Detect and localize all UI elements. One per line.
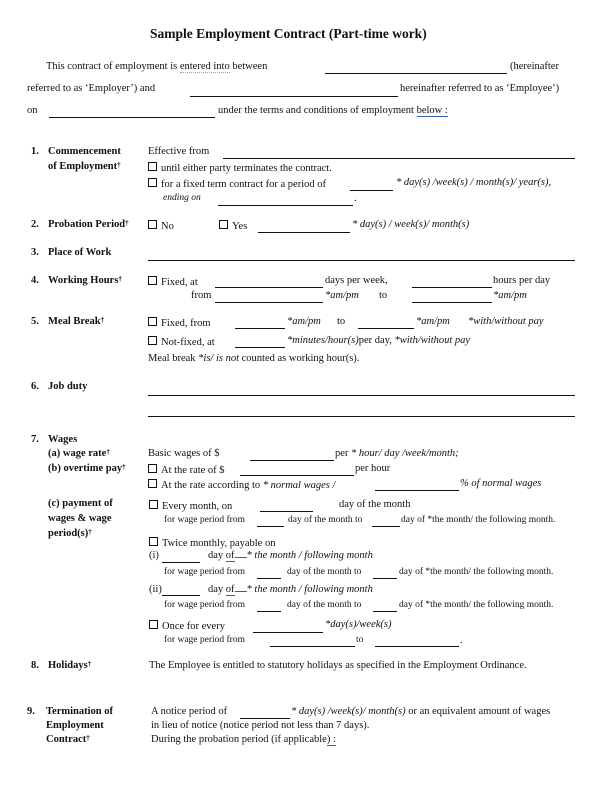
wage-period-end-label: day of *the month/ the following month. [399,600,554,610]
in-lieu-text: in lieu of notice (notice period not less than 7 days). [151,720,370,731]
section-9-label: Termination of [46,706,113,717]
notice-period-label: A notice period of [151,706,228,717]
wage-period-to-field[interactable] [372,526,400,527]
twice-monthly-option[interactable]: Twice monthly, payable on [149,537,275,550]
day-of-month-label: day of the month [339,499,411,510]
ampm-label: *am/pm [493,290,527,301]
section-1-number: 1. [31,146,39,157]
meal-start-field[interactable] [235,328,285,329]
ending-on-field[interactable] [218,205,353,206]
checkbox[interactable] [148,479,157,488]
wage-period-end-label: day of *the month/ the following month. [401,515,556,525]
to-label: to [337,316,346,327]
wage-period-from-field[interactable] [257,526,284,527]
probation-units: * day(s) / week(s)/ month(s) [352,219,470,230]
checkbox[interactable] [148,464,157,473]
section-9-number: 9. [27,706,35,717]
wage-period-from-label: for wage period from [164,600,245,610]
payment-of-wages-label-3: period(s)† [48,528,92,539]
wage-period-from-label: for wage period from [164,515,245,525]
employer-name-field[interactable] [325,73,507,74]
day-of-month-to-label: day of the month to [287,567,362,577]
probation-period-field[interactable] [258,232,350,233]
wage-period-from-label: for wage period from [164,567,245,577]
first-payment-day-field[interactable] [162,562,200,563]
to-label: to [356,635,364,645]
once-for-every-field[interactable] [253,632,323,633]
overtime-rate-field[interactable] [240,475,354,476]
overtime-percent-field[interactable] [375,490,459,491]
probation-period-text: During the probation period (if applicable) : [151,734,336,745]
intro-on: on [27,105,38,116]
first-payment-label: (i) [149,550,159,561]
meal-end-field[interactable] [358,328,414,329]
section-9-label-2: Employment [46,720,104,731]
meal-not-fixed-option[interactable]: Not-fixed, at [148,336,215,349]
meal-not-fixed-units: *minutes/hour(s)per day, *with/without pay [287,335,471,346]
hours-per-day-field[interactable] [412,287,492,288]
ampm-label: *am/pm [416,316,450,327]
second-payment-label: (ii) [149,584,162,595]
wage-period-from-label: for wage period from [164,635,245,645]
day-of-month-to-label: day of the month to [288,515,363,525]
ampm-label: *am/pm [287,316,321,327]
payment-of-wages-label: (c) payment of [48,498,113,509]
wage-period-to-field[interactable] [373,611,397,612]
section-8-label: Holidays† [48,660,92,671]
section-5-label: Meal Break† [48,316,105,327]
probation-no-option[interactable]: No [148,220,174,233]
job-duty-field-1[interactable] [148,395,575,396]
once-for-every-option[interactable]: Once for every [149,620,225,633]
job-duty-field-2[interactable] [148,416,575,417]
second-payment-day-of: day of * the month / following month [208,584,373,595]
checkbox[interactable] [149,500,158,509]
notice-period-field[interactable] [240,718,290,719]
wage-rate-label: (a) wage rate† [48,448,110,459]
basic-wages-field[interactable] [250,460,334,461]
checkbox[interactable] [148,220,157,229]
checkbox[interactable] [148,317,157,326]
section-1-label-2: of Employment† [48,161,121,172]
once-period-from-field[interactable] [270,646,355,647]
section-5-number: 5. [31,316,39,327]
fixed-term-option[interactable]: for a fixed term contract for a period of [148,178,326,191]
intro-line-2: referred to as ‘Employer’) and [27,83,156,94]
to-label: to [379,290,388,301]
effective-from-label: Effective from [148,146,210,157]
section-7-label: Wages [48,434,78,445]
overtime-pay-label: (b) overtime pay† [48,463,126,474]
days-per-week-field[interactable] [215,287,323,288]
intro-hereinafter: (hereinafter [510,61,559,72]
probation-yes-option[interactable]: Yes [219,220,247,233]
checkbox[interactable] [148,162,157,171]
percent-normal-wages-label: % of normal wages [460,478,542,489]
checkbox[interactable] [148,276,157,285]
intro-employee-ref: hereinafter referred to as ‘Employee’) [400,83,560,94]
section-8-number: 8. [31,660,39,671]
first-payment-day-of: day of * the month / following month [208,550,373,561]
checkbox[interactable] [149,620,158,629]
overtime-according-option[interactable]: At the rate according to * normal wages / [148,479,335,492]
intro-line-3: under the terms and conditions of employment below : [218,105,448,116]
with-without-pay-label: *with/without pay [468,316,544,327]
days-per-week-label: days per week, [325,275,388,286]
once-units-label: *day(s)/week(s) [325,619,392,630]
every-month-day-field[interactable] [260,511,313,512]
until-terminate-option[interactable]: until either party terminates the contract. [148,162,332,175]
basic-wages-label: Basic wages of $ [148,448,220,459]
checkbox[interactable] [148,178,157,187]
period-mark: . [460,635,463,646]
place-of-work-field[interactable] [148,260,575,261]
section-7-number: 7. [31,434,39,445]
holidays-text: The Employee is entitled to statutory holidays as specified in the Employment Ordinance. [149,660,527,671]
wage-period-from-field[interactable] [257,611,281,612]
ampm-label: *am/pm [325,290,359,301]
wage-period-from-field[interactable] [257,578,281,579]
section-2-number: 2. [31,219,39,230]
section-4-number: 4. [31,275,39,286]
payment-of-wages-label-2: wages & wage [48,513,112,524]
overtime-rate-option[interactable]: At the rate of $ [148,464,225,477]
meal-fixed-option[interactable]: Fixed, from [148,317,211,330]
second-payment-day-field[interactable] [162,595,200,596]
checkbox[interactable] [148,336,157,345]
work-end-time-field[interactable] [412,302,492,303]
section-3-number: 3. [31,247,39,258]
hours-per-day-label: hours per day [493,275,551,286]
notice-period-units: * day(s) /week(s)/ month(s) or an equivalent amount of wages [291,706,551,717]
checkbox[interactable] [149,537,158,546]
effective-from-field[interactable] [223,158,575,159]
ending-on-label: ending on [163,193,201,203]
every-month-option[interactable]: Every month, on [149,500,232,513]
meal-duration-field[interactable] [235,347,285,348]
section-6-number: 6. [31,381,39,392]
below-link[interactable]: below : [416,105,448,116]
section-6-label: Job duty [48,381,88,392]
dagger-mark: † [117,161,121,169]
once-period-to-field[interactable] [375,646,459,647]
fixed-term-period-field[interactable] [350,190,393,191]
intro-line-1: This contract of employment is entered into between [46,61,268,72]
employee-name-field[interactable] [190,96,398,97]
wage-period-to-field[interactable] [373,578,397,579]
checkbox[interactable] [219,220,228,229]
meal-break-note: Meal break *is/ is not counted as working hour(s). [148,353,360,364]
from-label: from [191,290,212,301]
section-4-label: Working Hours† [48,275,122,286]
fixed-term-units: * day(s) /week(s) / month(s)/ year(s), [396,177,552,188]
section-9-label-3: Contract† [46,734,90,745]
day-of-month-to-label: day of the month to [287,600,362,610]
wage-period-end-label: day of *the month/ the following month. [399,567,554,577]
contract-date-field[interactable] [49,117,215,118]
per-hour-label: per hour [355,463,391,474]
working-hours-fixed-option[interactable]: Fixed, at [148,276,198,289]
spellcheck-phrase: entered into [179,61,230,72]
document-title: Sample Employment Contract (Part-time work) [150,26,427,41]
basic-wages-units: per * hour/ day /week/month; [335,448,459,459]
section-1-label: Commencement [48,146,121,157]
section-3-label: Place of Work [48,247,112,258]
work-start-time-field[interactable] [215,302,323,303]
section-2-label: Probation Period† [48,219,129,230]
period-mark: . [354,193,357,204]
